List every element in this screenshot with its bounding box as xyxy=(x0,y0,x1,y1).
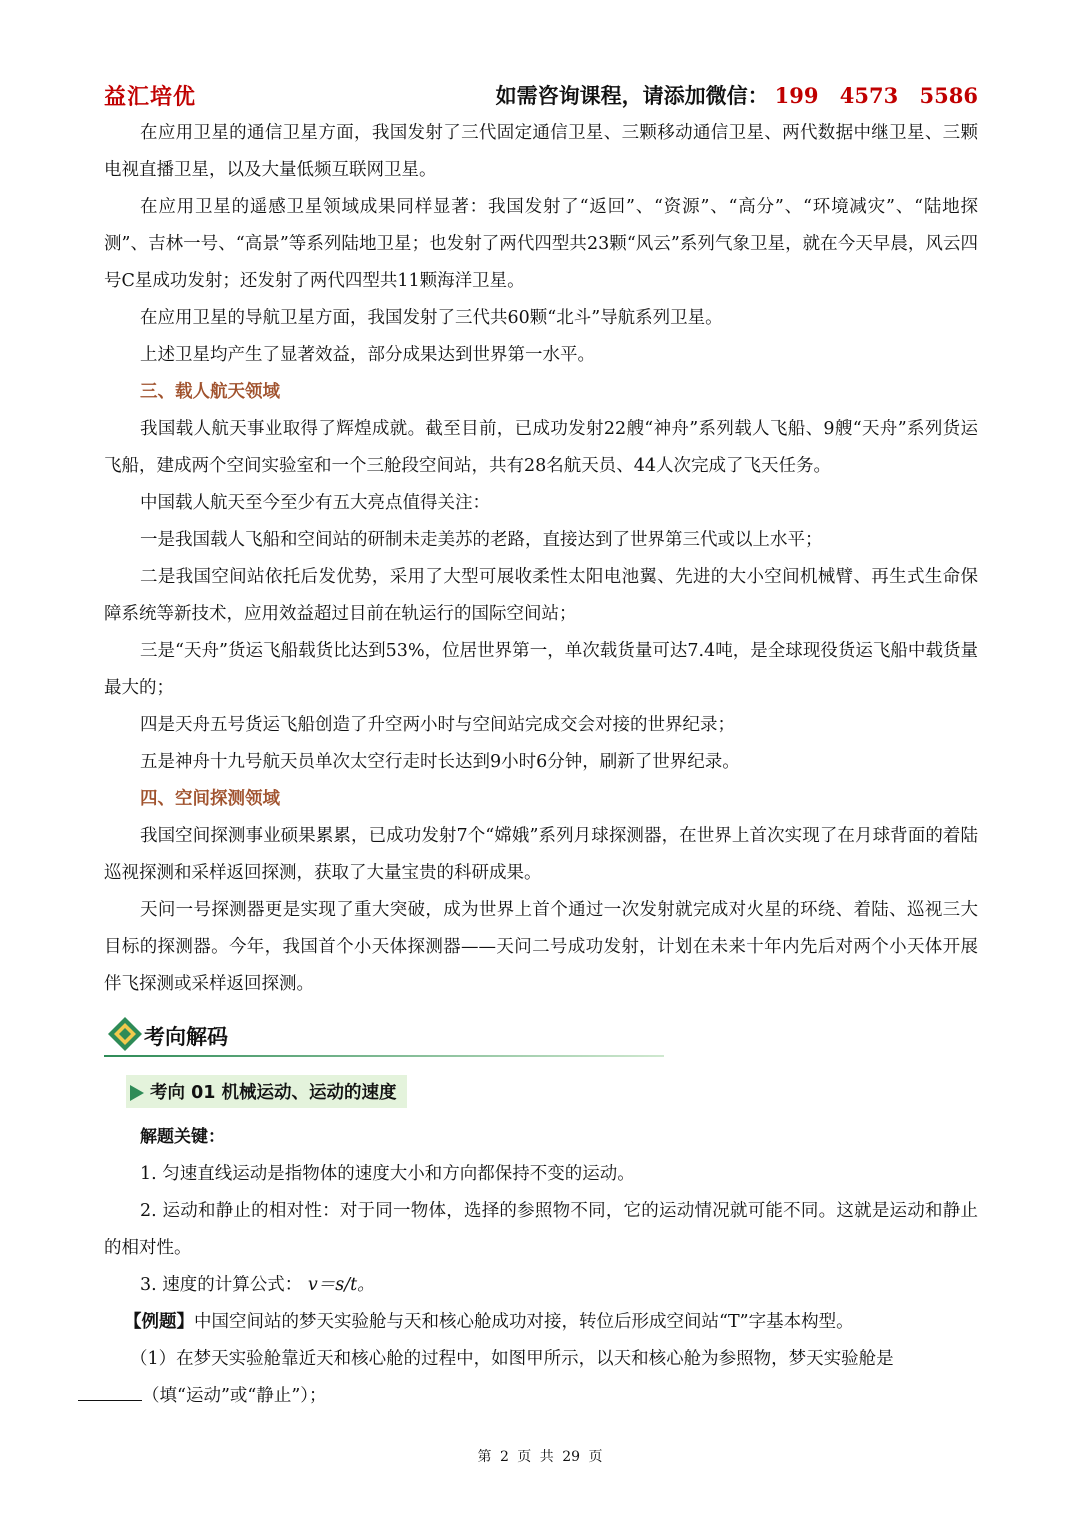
paragraph: 五是神舟十九号航天员单次太空行走时长达到9小时6分钟，刷新了世界纪录。 xyxy=(140,752,740,772)
speed-formula: v＝s/t。 xyxy=(307,1275,375,1295)
question-1 xyxy=(104,1341,978,1415)
paragraph: 三是“天舟”货运飞船载货比达到53%，位居世界第一，单次载货量可达7.4吨，是全球现役货运飞船中载货量最大的； xyxy=(104,641,978,698)
page-content xyxy=(104,115,978,1415)
key-point: 1. 匀速直线运动是指物体的速度大小和方向都保持不变的运动。 xyxy=(140,1164,635,1184)
example-text: 中国空间站的梦天实验舱与天和核心舱成功对接，转位后形成空间站“T”字基本构型。 xyxy=(194,1312,854,1332)
paragraph: 在应用卫星的通信卫星方面，我国发射了三代固定通信卫星、三颗移动通信卫星、两代数据中继卫星、三颗电视直播卫星，以及大量低频互联网卫星。 xyxy=(104,123,978,180)
paragraph: 在应用卫星的导航卫星方面，我国发射了三代共60颗“北斗”导航系列卫星。 xyxy=(140,308,723,328)
answer-blank[interactable] xyxy=(78,1382,142,1401)
paragraph: 上述卫星均产生了显著效益，部分成果达到世界第一水平。 xyxy=(140,345,595,365)
topic-banner xyxy=(104,1069,978,1119)
banner-title: 考向解码 xyxy=(144,1025,228,1049)
triangle-arrow-icon xyxy=(130,1085,144,1101)
topic-title: 考向 01 机械运动、运动的速度 xyxy=(126,1075,407,1108)
paragraph: 一是我国载人飞船和空间站的研制未走美苏的老路，直接达到了世界第三代或以上水平； xyxy=(140,530,823,550)
paragraph: 我国载人航天事业取得了辉煌成就。截至目前，已成功发射22艘“神舟”系列载人飞船、9艘“天舟”系列货运飞船，建成两个空间实验室和一个三舱段空间站，共有28名航天员、44人次完成了飞天任务。 xyxy=(104,419,978,476)
contact-prefix: 如需咨询课程，请添加微信： xyxy=(495,83,769,108)
paragraph: 我国空间探测事业硕果累累，已成功发射7个“嫦娥”系列月球探测器，在世界上首次实现了在月球背面的着陆巡视探测和采样返回探测，获取了大量宝贵的科研成果。 xyxy=(104,826,978,883)
question-1-tail: （填“运动”或“静止”）； xyxy=(142,1386,327,1406)
key-point: 2. 运动和静止的相对性：对于同一物体，选择的参照物不同，它的运动情况就可能不同。这就是运动和静止的相对性。 xyxy=(104,1201,978,1258)
example-tag: 【例题】 xyxy=(124,1312,194,1332)
brand-name: 益汇培优 xyxy=(104,84,197,110)
contact-info xyxy=(496,80,978,110)
paragraph: 中国载人航天至今至少有五大亮点值得关注： xyxy=(140,493,490,513)
key-point-formula xyxy=(104,1267,978,1304)
paragraph: 天问一号探测器更是实现了重大突破，成为世界上首个通过一次发射就完成对火星的环绕、着陆、巡视三大目标的探测器。今年，我国首个小天体探测器——天问二号成功发射，计划在未来十年内先后对两个小天体开展伴飞探测或采样返回探测。 xyxy=(104,900,978,994)
formula-label: 3. 速度的计算公式： xyxy=(140,1275,303,1295)
section-heading-space-exploration: 四、空间探测领域 xyxy=(140,789,280,809)
banner-underline xyxy=(104,1055,664,1057)
section-banner xyxy=(104,1011,978,1063)
key-points-heading: 解题关键： xyxy=(140,1127,225,1147)
paragraph: 在应用卫星的遥感卫星领域成果同样显著：我国发射了“返回”、“资源”、“高分”、“环境减灾”、“陆地探测”、吉林一号、“高景”等系列陆地卫星；也发射了两代四型共23颗“风云”系列气象卫星，就在今天早晨，风云四号C星成功发射；还发射了两代四型共11颗海洋卫星。 xyxy=(104,197,978,291)
page-footer: 第 2 页 共 29 页 xyxy=(477,1449,603,1465)
paragraph: 四是天舟五号货运飞船创造了升空两小时与空间站完成交会对接的世界纪录； xyxy=(140,715,735,735)
example-statement xyxy=(104,1304,978,1341)
question-1-text: （1）在梦天实验舱靠近天和核心舱的过程中，如图甲所示，以天和核心舱为参照物，梦天实验舱是 xyxy=(130,1349,894,1369)
wechat-phone: 199 4573 5586 xyxy=(774,83,978,108)
section-heading-manned-spaceflight: 三、载人航天领域 xyxy=(140,382,280,402)
diamond-icon xyxy=(106,1015,144,1053)
paragraph: 二是我国空间站依托后发优势，采用了大型可展收柔性太阳电池翼、先进的大小空间机械臂、再生式生命保障系统等新技术，应用效益超过目前在轨运行的国际空间站； xyxy=(104,567,978,624)
